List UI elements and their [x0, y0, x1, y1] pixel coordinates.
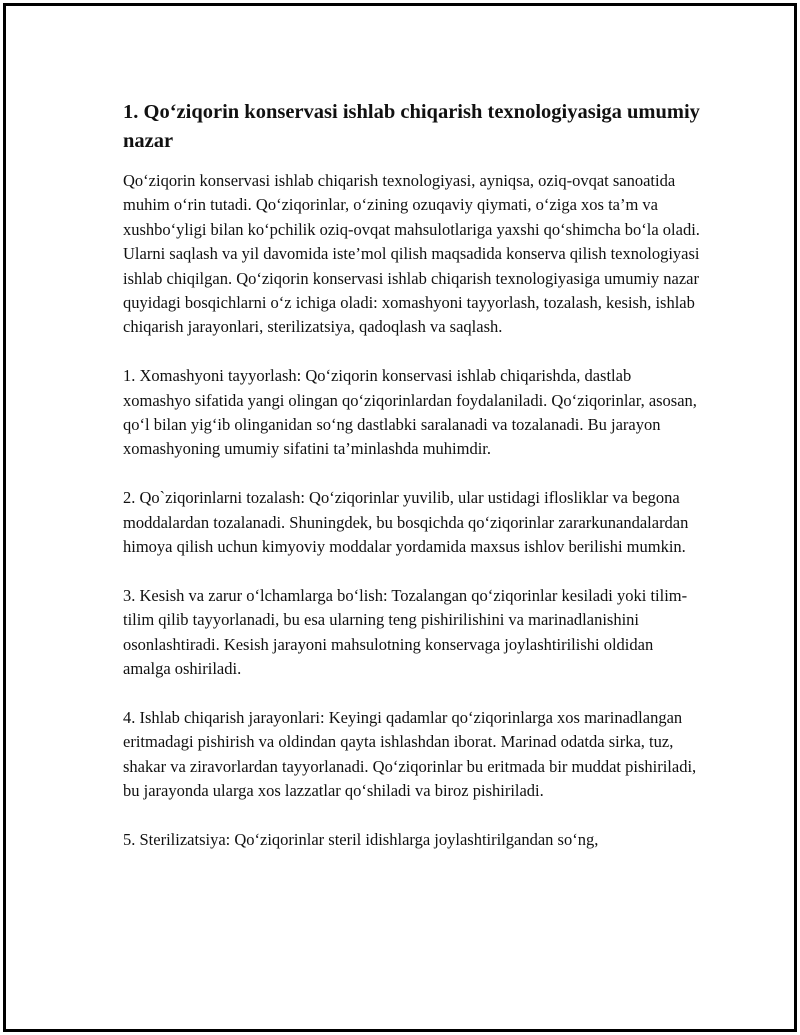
- step-5-paragraph: 5. Sterilizatsiya: Qo‘ziqorinlar steril idishlarga joylashtirilgandan so‘ng,: [123, 829, 599, 849]
- step-4-paragraph: 4. Ishlab chiqarish jarayonlari: Keyingi qadamlar qo‘ziqorinlarga xos marinadlangan eritmadagi pishirish va oldindan qayta ishlashdan iborat. Marinad odatda sirka, tuz, shakar va ziravorlardan tayyorlanadi. Qo‘ziqorinlar bu eritmada bir muddat pishiriladi, bu jarayonda ularga xos lazzatlar qo‘shiladi va biroz pishiriladi.: [123, 707, 697, 801]
- document-body: [123, 98, 703, 877]
- page-frame: [3, 3, 797, 1032]
- step-1-paragraph: 1. Xomashyoni tayyorlash: Qo‘ziqorin konservasi ishlab chiqarishda, dastlab xomashyo sifatida yangi olingan qo‘ziqorinlardan foydalaniladi. Qo‘ziqorinlar, asosan, qo‘l bilan yig‘ib olinganidan so‘ng dastlabki saralanadi va tozalanadi. Bu jarayon xomashyoning umumiy sifatini ta’minlashda muhimdir.: [123, 366, 697, 459]
- intro-paragraph: Qo‘ziqorin konservasi ishlab chiqarish texnologiyasi, ayniqsa, oziq-ovqat sanoatida muhim o‘rin tutadi. Qo‘ziqorinlar, o‘zining ozuqaviy qiymati, o‘ziga xos ta’m va xushbo‘yligi bilan ko‘pchilik oziq-ovqat mahsulotlariga yaxshi qo‘shimcha bo‘la oladi. Ularni saqlash va yil davomida iste’mol qilish maqsadida konserva qilish texnologiyasi ishlab chiqilgan. Qo‘ziqorin konservasi ishlab chiqarish texnologiyasiga umumiy nazar quyidagi bosqichlarni o‘z ichiga oladi: xomashyoni tayyorlash, tozalash, kesish, ishlab chiqarish jarayonlari, sterilizatsiya, qadoqlash va saqlash.: [123, 171, 700, 337]
- step-2-paragraph: 2. Qo`ziqorinlarni tozalash: Qo‘ziqorinlar yuvilib, ular ustidagi iflosliklar va begona moddalardan tozalanadi. Shuningdek, bu bosqichda qo‘ziqorinlar zararkunandalardan himoya qilish uchun kimyoviy moddalar yordamida maxsus ishlov berilishi mumkin.: [123, 488, 689, 557]
- section-heading: 1. Qo‘ziqorin konservasi ishlab chiqarish texnologiyasiga umumiy nazar: [123, 101, 700, 152]
- step-3-paragraph: 3. Kesish va zarur o‘lchamlarga bo‘lish: Tozalangan qo‘ziqorinlar kesiladi yoki tilim-tilim qilib tayyorlanadi, bu esa ularning teng pishirilishini va marinadlanishini osonlashtiradi. Kesish jarayoni mahsulotning konservaga joylashtirilishi oldidan amalga oshiriladi.: [123, 585, 688, 679]
